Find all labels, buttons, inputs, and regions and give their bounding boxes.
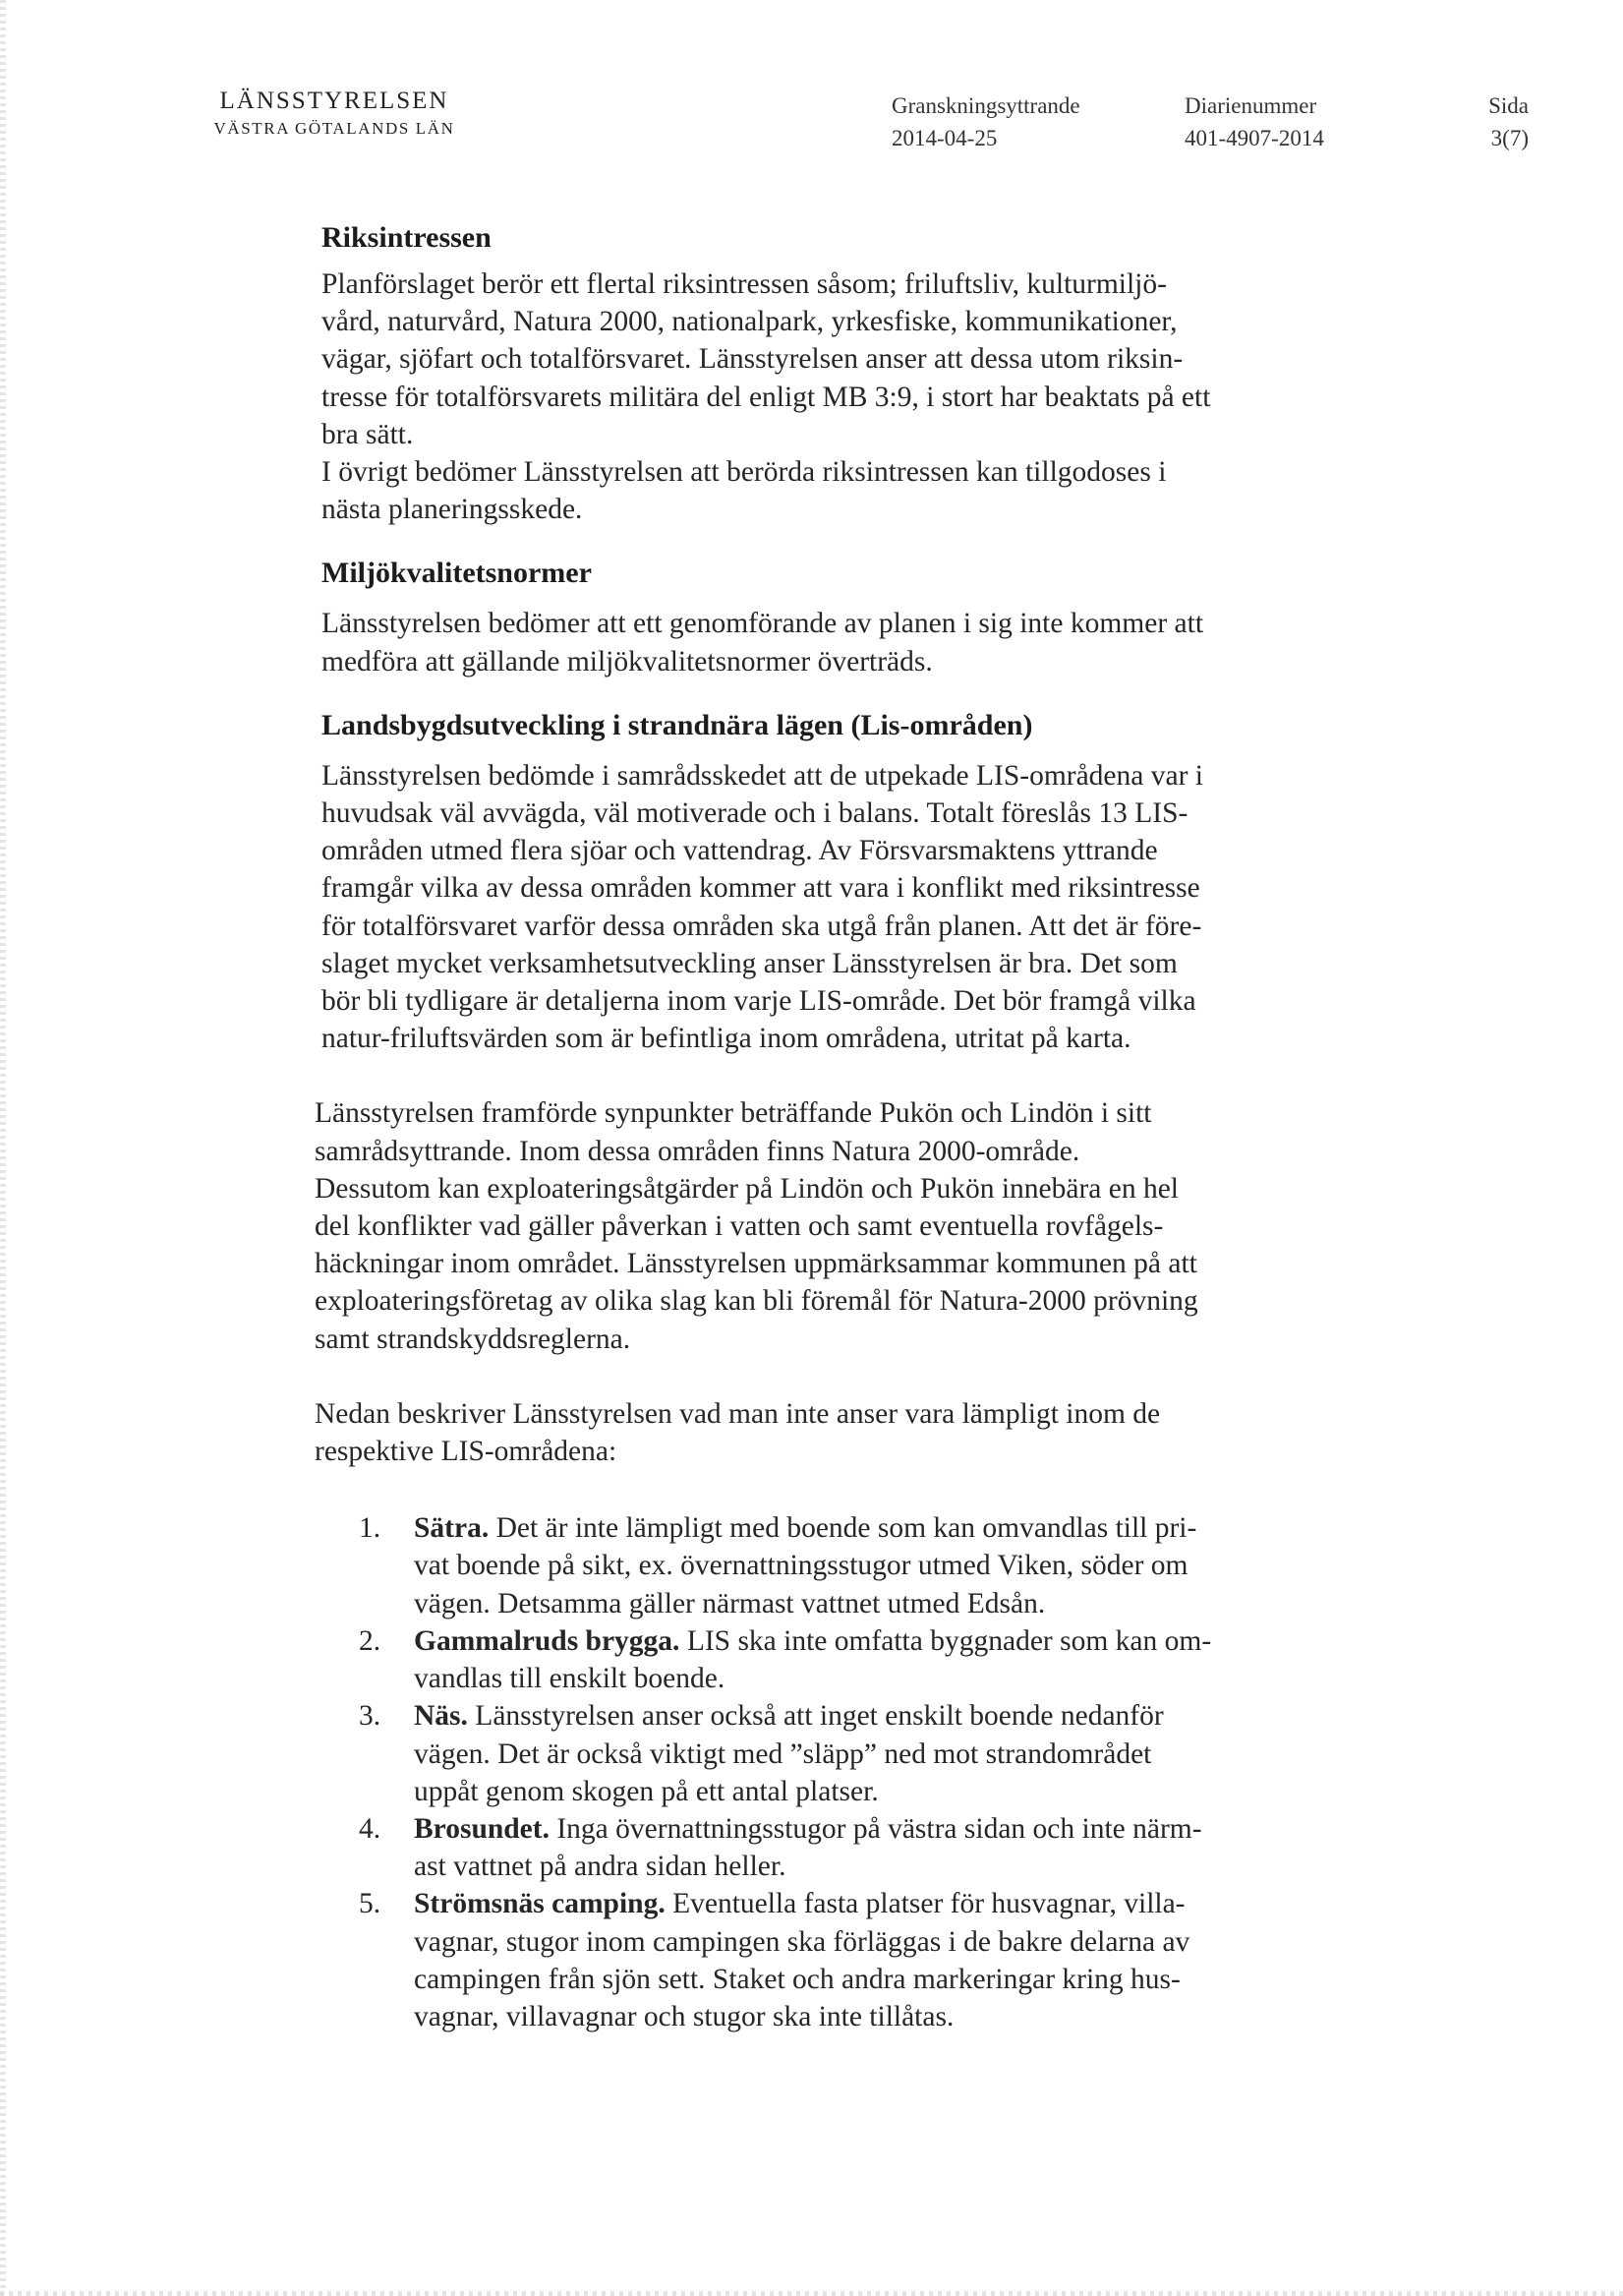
text-line: I övrigt bedömer Länsstyrelsen att berörda riksintressen kan tillgodoses i	[321, 456, 1167, 489]
doc-type-label: Granskningsyttrande	[892, 93, 1080, 118]
text-line: vård, naturvård, Natura 2000, nationalpark, yrkesfiske, kommunikationer,	[321, 306, 1178, 338]
scan-edge-bottom	[0, 2291, 1623, 2296]
text-line: LIS ska inte omfatta byggnader som kan om-	[679, 1624, 1212, 1657]
text-line: natur-friluftsvärden som är befintliga inom områdena, utritat på karta.	[321, 1023, 1131, 1055]
text-line: vagnar, stugor inom campingen ska förläggas i de bakre delarna av	[414, 1925, 1190, 1958]
text-line: Länsstyrelsen bedömer att ett genomförande av planen i sig inte kommer att	[321, 608, 1204, 640]
riksintressen-paragraph-1	[321, 265, 1363, 453]
text-line: Nedan beskriver Länsstyrelsen vad man inte anser vara lämpligt inom de	[315, 1397, 1161, 1430]
page-block	[1470, 89, 1529, 154]
doc-type-block	[892, 89, 1080, 154]
text-line: Inga övernattningsstugor på västra sidan och inte närm-	[549, 1812, 1202, 1845]
list-term: Brosundet.	[414, 1812, 550, 1845]
text-line: medföra att gällande miljökvalitetsnormer överträds.	[321, 645, 933, 677]
org-block	[157, 87, 511, 142]
text-line: ast vattnet på andra sidan heller.	[414, 1851, 786, 1883]
lis-paragraph-3	[315, 1395, 1363, 1470]
text-line: tresse för totalförsvarets militära del enligt MB 3:9, i stort har beaktats på ett	[321, 381, 1211, 413]
diary-block	[1185, 89, 1324, 154]
text-line: respektive LIS-områdena:	[315, 1436, 617, 1468]
list-number: 1.	[359, 1512, 381, 1545]
text-line: huvudsak väl avvägda, väl motiverade och i balans. Totalt föreslås 13 LIS-	[321, 797, 1188, 830]
lis-area-list	[321, 1509, 1363, 2035]
miljokvalitetsnormer-paragraph	[321, 605, 1363, 679]
text-line: Länsstyrelsen anser också att inget enskilt boende nedanför	[467, 1700, 1164, 1733]
org-subtitle: VÄSTRA GÖTALANDS LÄN	[213, 119, 455, 138]
text-line: uppåt genom skogen på ett antal platser.	[414, 1775, 879, 1807]
text-line: för totalförsvaret varför dessa områden ska utgå från planen. Att det är före-	[321, 910, 1202, 942]
text-line: samt strandskyddsreglerna.	[315, 1323, 631, 1355]
list-item	[321, 1885, 1363, 2035]
text-line: vandlas till enskilt boende.	[414, 1663, 725, 1695]
list-term: Strömsnäs camping.	[414, 1888, 666, 1920]
heading-miljokvalitetsnormer: Miljökvalitetsnormer	[321, 557, 592, 590]
page-number: 3(7)	[1490, 126, 1529, 150]
text-line: bra sätt.	[321, 418, 414, 450]
text-line: vat boende på sikt, ex. övernattningsstugor utmed Viken, söder om	[414, 1550, 1188, 1582]
list-item	[321, 1697, 1363, 1810]
lis-paragraph-2	[315, 1094, 1363, 1357]
text-line: vägen. Detsamma gäller närmast vattnet utmed Edsån.	[414, 1587, 1046, 1619]
text-line: nästa planeringsskede.	[321, 494, 583, 526]
text-line: framgår vilka av dessa områden kommer att vara i konflikt med riksintresse	[321, 872, 1200, 905]
text-line: Eventuella fasta platser för husvagnar, villa-	[665, 1888, 1186, 1920]
list-term: Näs.	[414, 1700, 468, 1733]
list-number: 3.	[359, 1700, 381, 1733]
text-line: exploateringsföretag av olika slag kan bli föremål för Natura-2000 prövning	[315, 1285, 1198, 1318]
text-line: Det är inte lämpligt med boende som kan omvandlas till pri-	[489, 1512, 1197, 1545]
text-line: Länsstyrelsen bedömde i samrådsskedet att de utpekade LIS-områdena var i	[321, 759, 1203, 792]
text-line: campingen från sjön sett. Staket och andra markeringar kring hus-	[414, 1963, 1181, 1995]
list-item	[321, 1622, 1363, 1697]
lis-paragraph-1	[321, 757, 1363, 1058]
text-line: häckningar inom området. Länsstyrelsen uppmärksammar kommunen på att	[315, 1248, 1197, 1280]
text-line: del konflikter vad gäller påverkan i vatten och samt eventuella rovfågels-	[315, 1210, 1164, 1243]
diary-number: 401-4907-2014	[1185, 126, 1324, 150]
list-number: 5.	[359, 1888, 381, 1920]
text-line: områden utmed flera sjöar och vattendrag. Av Försvarsmaktens yttrande	[321, 835, 1158, 867]
list-item	[321, 1810, 1363, 1885]
list-term: Gammalruds brygga.	[414, 1624, 680, 1657]
text-line: Dessutom kan exploateringsåtgärder på Lindön och Pukön innebära en hel	[315, 1172, 1180, 1205]
text-line: vägar, sjöfart och totalförsvaret. Länsstyrelsen anser att dessa utom riksin-	[321, 343, 1184, 376]
list-term: Sätra.	[414, 1512, 490, 1545]
text-line: vägen. Det är också viktigt med ”släpp” ned mot strandområdet	[414, 1737, 1152, 1770]
list-number: 2.	[359, 1624, 381, 1657]
page-label: Sida	[1488, 93, 1529, 118]
doc-date: 2014-04-25	[892, 126, 998, 150]
org-name: LÄNSSTYRELSEN	[219, 88, 449, 114]
heading-riksintressen: Riksintressen	[321, 221, 492, 254]
text-line: bör bli tydligare är detaljerna inom varje LIS-område. Det bör framgå vilka	[321, 985, 1196, 1018]
list-number: 4.	[359, 1812, 381, 1845]
text-line: slaget mycket verksamhetsutveckling anser Länsstyrelsen är bra. Det som	[321, 947, 1178, 979]
text-line: samrådsyttrande. Inom dessa områden finns Natura 2000-område.	[315, 1135, 1080, 1167]
diary-label: Diarienummer	[1185, 93, 1317, 118]
scan-edge-left	[0, 0, 6, 2296]
riksintressen-paragraph-2	[321, 453, 1363, 528]
text-line: vagnar, villavagnar och stugor ska inte tillåtas.	[414, 2000, 955, 2032]
text-line: Planförslaget berör ett flertal riksintressen såsom; friluftsliv, kulturmiljö-	[321, 268, 1167, 300]
text-line: Länsstyrelsen framförde synpunkter beträffande Pukön och Lindön i sitt	[315, 1097, 1152, 1130]
list-item	[321, 1509, 1363, 1622]
heading-lis-omraden: Landsbygdsutveckling i strandnära lägen (Lis-områden)	[321, 708, 1033, 741]
document-body	[315, 218, 1363, 2035]
